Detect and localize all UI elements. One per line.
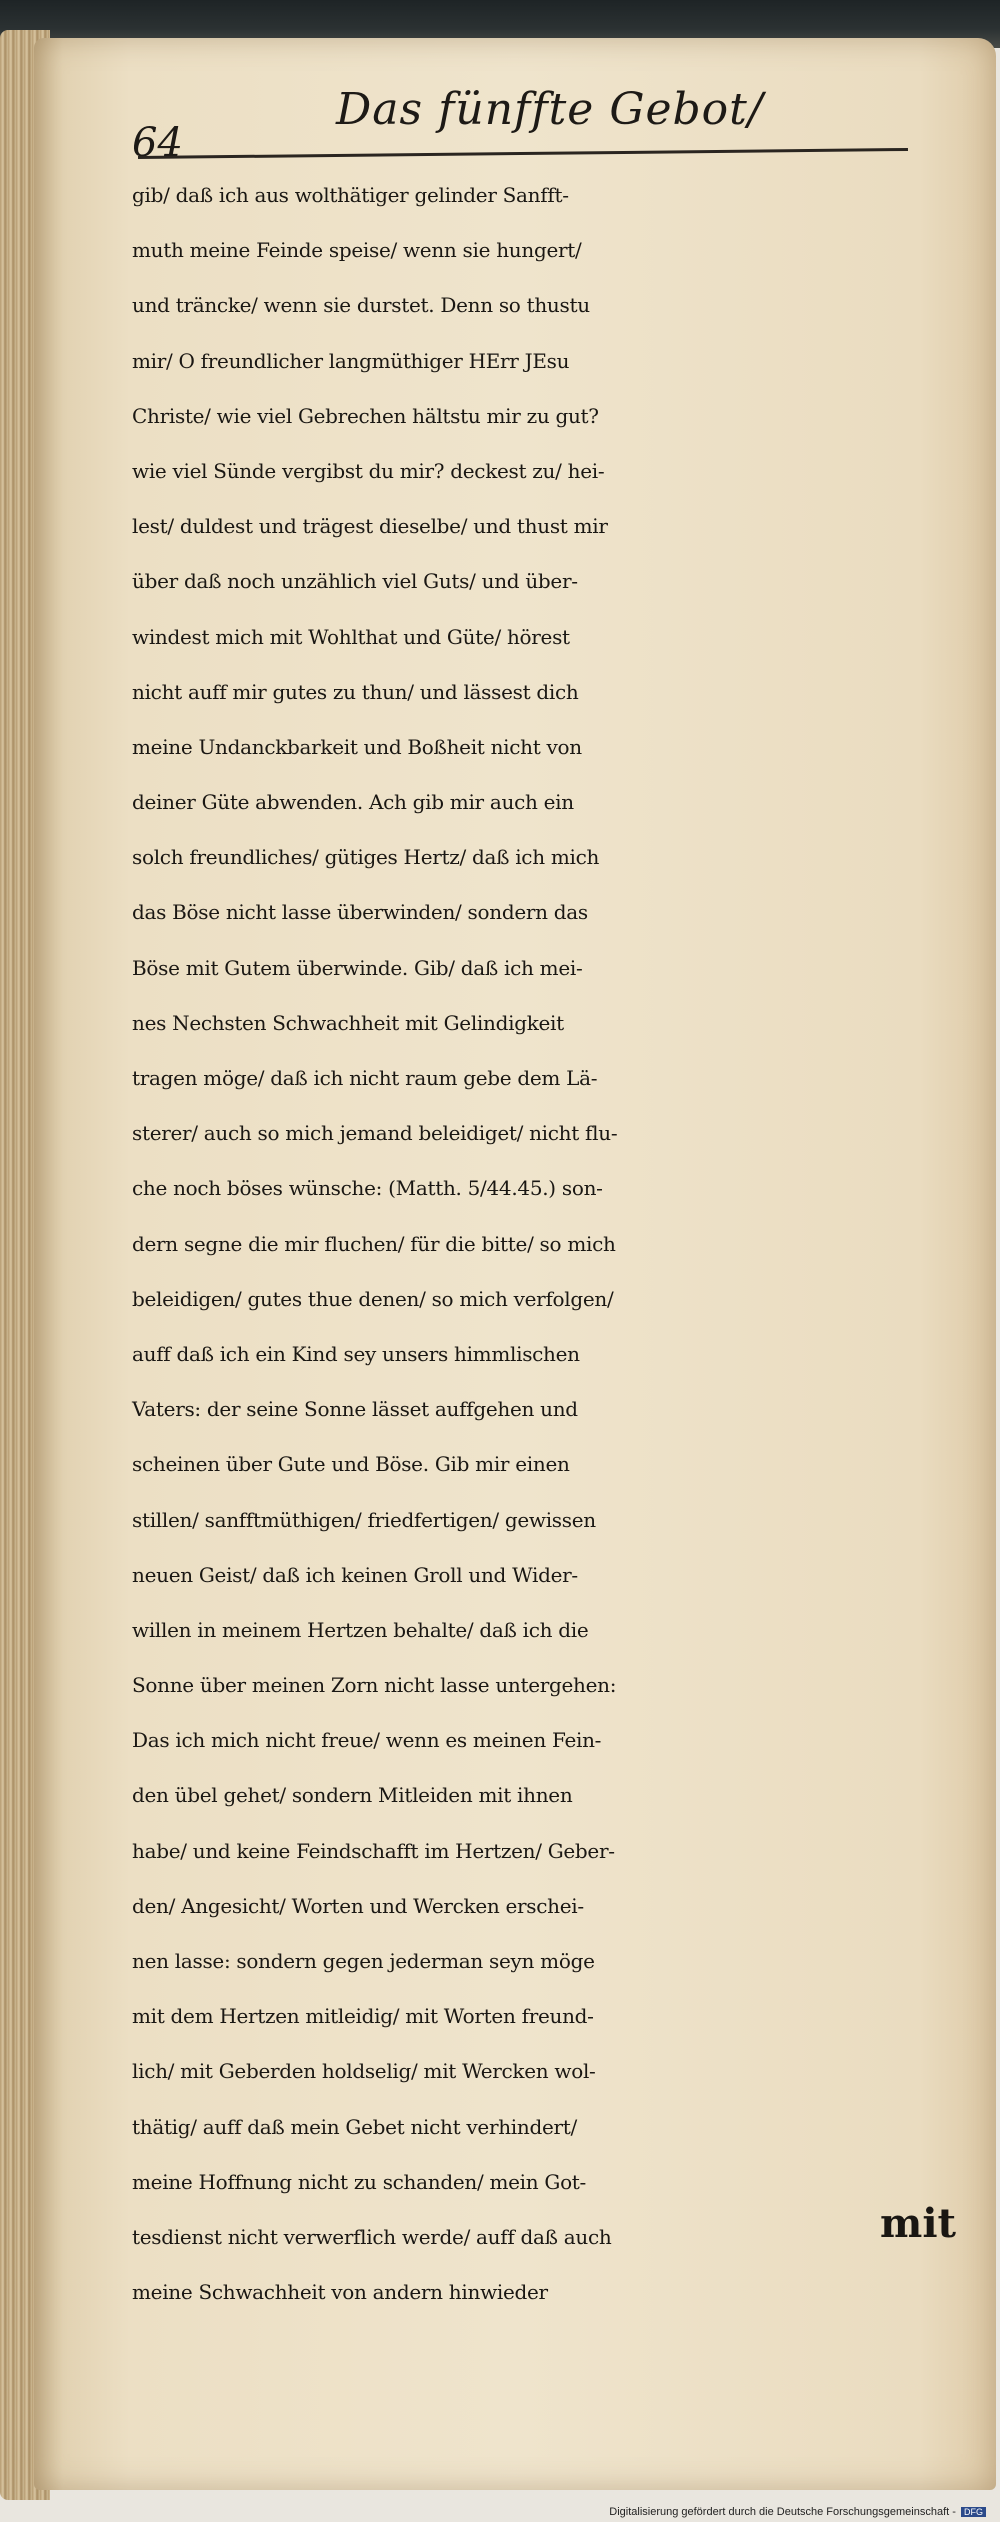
text-line: über daß noch unzählich viel Guts/ und über- xyxy=(132,569,578,594)
text-line: beleidigen/ gutes thue denen/ so mich verfolgen/ xyxy=(132,1286,614,1311)
text-line: Christe/ wie viel Gebrechen hältstu mir zu gut? xyxy=(132,403,599,428)
text-line: nen lasse: sondern gegen jederman seyn möge xyxy=(132,1949,595,1973)
text-line: neuen Geist/ daß ich keinen Groll und Wider- xyxy=(132,1562,578,1587)
text-line: sterer/ auch so mich jemand beleidiget/ nicht flu- xyxy=(132,1121,618,1146)
text-line: gib/ daß ich aus wolthätiger gelinder Sanfft- xyxy=(132,183,569,207)
text-line: den übel gehet/ sondern Mitleiden mit ihnen xyxy=(132,1783,573,1808)
running-head: Das fünffte Gebot/ xyxy=(336,84,764,135)
text-line: tesdienst nicht verwerflich werde/ auff daß auch xyxy=(132,2224,612,2249)
text-line: wie viel Sünde vergibst du mir? deckest zu/ hei- xyxy=(132,458,605,483)
text-line: mir/ O freundlicher langmüthiger HErr JEsu xyxy=(132,348,570,373)
text-line: nicht auff mir gutes zu thun/ und lässest dich xyxy=(132,679,579,704)
body-text xyxy=(132,168,972,2320)
text-line: lich/ mit Geberden holdselig/ mit Wercken wol- xyxy=(132,2059,596,2084)
text-line: Böse mit Gutem überwinde. Gib/ daß ich mei- xyxy=(132,955,583,980)
text-line: habe/ und keine Feindschafft im Hertzen/ Geber- xyxy=(132,1838,615,1863)
text-line: mit dem Hertzen mitleidig/ mit Worten freund- xyxy=(132,2004,594,2029)
text-line: meine Hoffnung nicht zu schanden/ mein Got- xyxy=(132,2169,587,2194)
text-line: lest/ duldest und trägest dieselbe/ und thust mir xyxy=(132,514,608,539)
text-line: das Böse nicht lasse überwinden/ sondern das xyxy=(132,900,588,925)
text-line: scheinen über Gute und Böse. Gib mir einen xyxy=(132,1452,570,1477)
text-line: Das ich mich nicht freue/ wenn es meinen Fein- xyxy=(132,1728,602,1753)
digitization-note-text: Digitalisierung gefördert durch die Deutsche Forschungsgemeinschaft - xyxy=(609,2506,956,2518)
text-line: meine Undanckbarkeit und Boßheit nicht von xyxy=(132,734,582,759)
text-line: meine Schwachheit von andern hinwieder xyxy=(132,2280,548,2305)
text-line: und träncke/ wenn sie durstet. Denn so thustu xyxy=(132,293,590,318)
digitization-note xyxy=(609,2506,986,2518)
text-line: deiner Güte abwenden. Ach gib mir auch ein xyxy=(132,790,574,815)
catchword: mit xyxy=(880,2200,956,2247)
text-line: che noch böses wünsche: (Matth. 5/44.45.) son- xyxy=(132,1176,603,1201)
text-line: willen in meinem Hertzen behalte/ daß ich die xyxy=(132,1617,589,1642)
text-line: nes Nechsten Schwachheit mit Gelindigkeit xyxy=(132,1010,564,1035)
text-line: Sonne über meinen Zorn nicht lasse untergehen: xyxy=(132,1673,617,1698)
text-line: dern segne die mir fluchen/ für die bitte/ so mich xyxy=(132,1231,616,1256)
text-line: windest mich mit Wohlthat und Güte/ hörest xyxy=(132,624,570,649)
text-line: auff daß ich ein Kind sey unsers himmlischen xyxy=(132,1341,580,1366)
text-line: solch freundliches/ gütiges Hertz/ daß ich mich xyxy=(132,845,600,870)
text-line: thätig/ auff daß mein Gebet nicht verhindert/ xyxy=(132,2114,577,2139)
text-line: Vaters: der seine Sonne lässet auffgehen und xyxy=(132,1397,578,1422)
text-line: muth meine Feinde speise/ wenn sie hungert/ xyxy=(132,238,582,263)
dfg-logo: DFG xyxy=(961,2507,986,2517)
text-line: den/ Angesicht/ Worten und Wercken erschei- xyxy=(132,1893,584,1918)
text-line: tragen möge/ daß ich nicht raum gebe dem Lä- xyxy=(132,1066,598,1090)
page-number: 64 xyxy=(132,120,183,166)
text-line: stillen/ sanfftmüthigen/ friedfertigen/ gewissen xyxy=(132,1507,596,1532)
